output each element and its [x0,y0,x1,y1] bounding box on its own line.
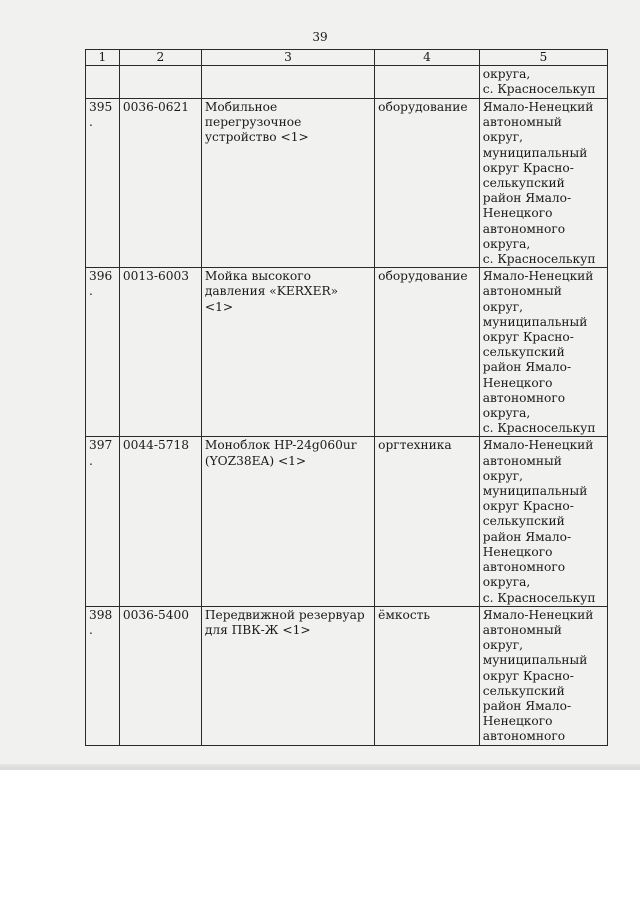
scan-edge [0,764,640,770]
location-line: Ненецкого [482,714,553,729]
cell-type: оборудование [375,268,480,437]
col-header-1: 1 [86,50,120,66]
property-table [85,49,608,746]
location-line: округ Красно- [482,160,574,175]
location-line: округ, [482,299,523,314]
cell-code: 0044-5718 [119,437,201,606]
location-line: автономный [482,284,562,299]
name-line: (YOZ38EA) <1> [204,453,307,468]
location-line: район Ямало- [482,529,572,544]
location-line: округа, [482,236,531,251]
location-line: округа, [482,575,531,590]
cell-location [479,66,607,99]
location-line: Ямало-Ненецкий [482,607,594,622]
cell-name [201,66,374,99]
location-line: муниципальный [482,314,588,329]
cell-location [479,99,607,268]
name-line: Мобильное [204,100,278,114]
cell-num: 396. [86,268,120,437]
cell-location [479,268,607,437]
location-line: район Ямало- [482,698,572,713]
location-line: автономный [482,115,562,130]
location-line: Ненецкого [482,375,553,390]
page-number: 39 [312,30,328,44]
cell-num: 397. [86,437,120,606]
name-line: устройство <1> [204,130,309,145]
name-line: Моноблок HP-24g060ur [204,438,357,453]
location-line: с. Красноселькуп [482,421,596,436]
location-line: Ненецкого [482,206,553,221]
location-line: округ, [482,638,523,653]
cell-num: 395. [86,99,120,268]
cell-num [86,66,120,99]
location-line: селькупский [482,176,565,191]
location-line: район Ямало- [482,191,572,206]
location-line: округа, [482,406,531,421]
location-line: с. Красноселькуп [482,590,596,605]
cell-name [201,606,374,745]
cell-type: оргтехника [375,437,480,606]
location-line: автономного [482,560,566,575]
name-line: перегрузочное [204,115,302,130]
location-line: автономного [482,390,566,405]
location-line: округ, [482,130,523,145]
location-line: автономного [482,729,566,744]
location-line: округа, [482,67,531,81]
name-line: для ПВК-Ж <1> [204,622,311,637]
location-line: Ямало-Ненецкий [482,269,594,284]
name-line: <1> [204,299,234,314]
table-row [86,268,608,437]
continuation-row [86,66,608,99]
name-line: Передвижной резервуар [204,607,365,622]
cell-code: 0036-0621 [119,99,201,268]
location-line: с. Красноселькуп [482,82,596,97]
location-line: селькупский [482,514,565,529]
location-line: округ Красно- [482,330,574,345]
cell-code: 0036-5400 [119,606,201,745]
location-line: Ямало-Ненецкий [482,100,594,114]
location-line: с. Красноселькуп [482,252,596,267]
table-row [86,606,608,745]
cell-num: 398. [86,606,120,745]
table-row [86,437,608,606]
table-row [86,99,608,268]
name-line: Мойка высокого [204,269,311,284]
location-line: округ Красно- [482,668,574,683]
location-line: селькупский [482,345,565,360]
cell-code [119,66,201,99]
cell-location [479,437,607,606]
cell-name [201,99,374,268]
cell-name [201,268,374,437]
col-header-5: 5 [479,50,607,66]
location-line: округ, [482,468,523,483]
cell-name [201,437,374,606]
cell-type: оборудование [375,99,480,268]
location-line: округ Красно- [482,499,574,514]
location-line: селькупский [482,683,565,698]
col-header-3: 3 [201,50,374,66]
cell-code: 0013-6003 [119,268,201,437]
col-header-2: 2 [119,50,201,66]
location-line: автономный [482,622,562,637]
location-line: Ненецкого [482,544,553,559]
cell-type: ёмкость [375,606,480,745]
col-header-4: 4 [375,50,480,66]
location-line: муниципальный [482,145,588,160]
location-line: автономного [482,221,566,236]
name-line: давления «KERXER» [204,284,339,299]
location-line: муниципальный [482,484,588,499]
header-row [86,50,608,66]
cell-type [375,66,480,99]
location-line: автономный [482,453,562,468]
location-line: район Ямало- [482,360,572,375]
location-line: муниципальный [482,653,588,668]
cell-location [479,606,607,745]
location-line: Ямало-Ненецкий [482,438,594,453]
